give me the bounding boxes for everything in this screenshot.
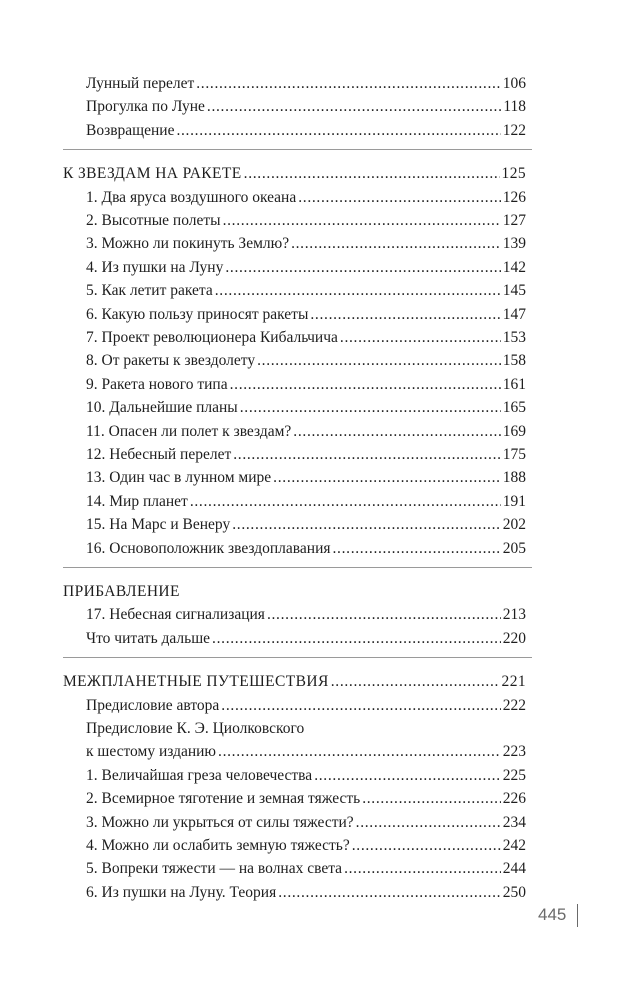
toc-section-heading <box>63 164 526 184</box>
toc-entry-page: 213 <box>502 606 526 624</box>
toc-entry-page: 226 <box>502 790 526 808</box>
dot-leader <box>310 305 500 325</box>
dot-leader <box>176 121 500 141</box>
toc-entry <box>86 258 526 278</box>
dot-leader <box>221 696 500 716</box>
dot-leader <box>215 281 501 301</box>
dot-leader <box>244 164 500 184</box>
toc-entry-page: 175 <box>502 446 526 463</box>
toc-entry-page: 250 <box>502 883 526 901</box>
toc-entry-title: Лунный перелет <box>86 75 195 92</box>
toc-entry-title: Предисловие К. Э. Циолковского <box>86 720 305 737</box>
toc-entry-title: 3. Можно ли укрыться от силы тяжести? <box>86 813 354 831</box>
toc-entry-title: Предисловие автора <box>86 696 220 714</box>
toc-entry <box>86 305 526 325</box>
toc-entry-page: 142 <box>502 258 526 276</box>
toc-entry <box>86 696 526 716</box>
toc-section-heading <box>63 672 526 692</box>
toc-entry-title: 17. Небесная сигнализация <box>86 606 265 624</box>
toc-entry-title: 7. Проект революционера Кибальчича <box>86 329 338 346</box>
toc-entry <box>86 605 526 625</box>
dot-leader <box>212 629 501 649</box>
dot-leader <box>223 211 501 231</box>
toc-entry-title: к шестому изданию <box>86 743 217 761</box>
dot-leader <box>218 742 501 762</box>
section-separator <box>63 149 532 150</box>
toc-entry-title: 11. Опасен ли полет к звездам? <box>86 422 292 440</box>
dot-leader <box>233 445 501 465</box>
dot-leader <box>232 515 501 535</box>
section-separator <box>63 567 532 568</box>
toc-entry-title: 3. Можно ли покинуть Землю? <box>86 235 290 253</box>
toc-entry-page: 122 <box>502 121 526 139</box>
toc-entry-page: 188 <box>502 469 526 487</box>
dot-leader <box>362 789 501 809</box>
toc-entry <box>86 328 526 348</box>
dot-leader <box>331 672 500 692</box>
toc-entry <box>86 422 526 442</box>
toc-entry <box>86 445 526 465</box>
toc-entry <box>86 629 526 649</box>
page-number-rule <box>577 904 578 927</box>
toc-entry-title: 14. Мир планет <box>86 492 188 510</box>
toc-entry-title: 1. Два яруса воздушного океана <box>86 188 297 206</box>
toc-entry-page: 191 <box>502 492 526 510</box>
dot-leader <box>257 351 501 371</box>
toc-entry <box>86 74 526 94</box>
toc-entry-title: 12. Небесный перелет <box>86 446 232 463</box>
toc-entry <box>86 813 526 833</box>
toc-entry-title: Возвращение <box>86 121 175 139</box>
section-separator <box>63 657 532 658</box>
toc-entry-page: 106 <box>502 75 526 92</box>
toc-entry-page: 242 <box>502 837 526 854</box>
dot-leader <box>352 836 501 856</box>
toc-entry <box>86 234 526 254</box>
toc-entry-page: 165 <box>502 399 526 417</box>
toc-entry <box>86 398 526 418</box>
dot-leader <box>273 468 501 488</box>
toc-entry-title: 13. Один час в лунном мире <box>86 469 272 487</box>
toc-entry <box>86 883 526 903</box>
toc-entry-page: 158 <box>502 352 526 370</box>
toc-entry-page: 153 <box>502 329 526 346</box>
toc-entry-title: 2. Высотные полеты <box>86 212 221 229</box>
toc-entry-title: 15. На Марс и Венеру <box>86 516 231 534</box>
toc-entry-title: ПРИБАВЛЕНИЕ <box>63 583 180 600</box>
toc-entry <box>86 97 526 117</box>
toc-entry-page: 205 <box>502 539 526 557</box>
toc-entry-title: 9. Ракета нового типа <box>86 375 228 393</box>
toc-entry-title: 6. Из пушки на Луну. Теория <box>86 883 277 901</box>
toc-entry <box>86 789 526 809</box>
toc-entry-title: 16. Основоположник звездоплавания <box>86 539 331 557</box>
toc-entry-title: 4. Можно ли ослабить земную тяжесть? <box>86 837 350 854</box>
toc-entry-title: 5. Как летит ракета <box>86 282 213 300</box>
toc-entry-page: 222 <box>502 696 526 714</box>
toc-entry-page: 223 <box>502 743 526 761</box>
toc-entry <box>86 539 526 559</box>
toc-entry-page: 220 <box>502 629 526 647</box>
toc-entry-title: К ЗВЕЗДАМ НА РАКЕТЕ <box>63 165 242 183</box>
toc-entry-page: 234 <box>502 813 526 831</box>
toc-entry-page: 125 <box>501 165 526 183</box>
toc-entry-title: 2. Всемирное тяготение и земная тяжесть <box>86 790 361 808</box>
toc-entry <box>86 515 526 535</box>
toc-entry <box>86 859 526 879</box>
dot-leader <box>314 766 501 786</box>
dot-leader <box>344 859 501 879</box>
toc-entry <box>86 468 526 488</box>
toc-entry-page: 244 <box>502 860 526 878</box>
toc-entry-page: 161 <box>502 375 526 393</box>
dot-leader <box>240 398 501 418</box>
toc-entry <box>86 121 526 141</box>
dot-leader <box>225 258 500 278</box>
dot-leader <box>333 539 501 559</box>
toc-entry-title: 8. От ракеты к звездолету <box>86 352 256 370</box>
toc-entry-page: 127 <box>502 212 526 229</box>
dot-leader <box>291 234 501 254</box>
toc-entry <box>86 188 526 208</box>
dot-leader <box>278 883 501 903</box>
toc-entry-title: Что читать дальше <box>86 629 211 647</box>
toc-entry <box>86 766 526 786</box>
toc-entry <box>86 211 526 231</box>
toc-entry-page: 145 <box>502 282 526 300</box>
dot-leader <box>230 375 501 395</box>
dot-leader <box>293 422 500 442</box>
dot-leader <box>207 97 501 117</box>
toc-entry-title: 10. Дальнейшие планы <box>86 399 238 417</box>
toc-entry <box>86 375 526 395</box>
toc-entry-page: 202 <box>502 516 526 534</box>
toc-entry-title: 1. Величайшая греза человечества <box>86 766 313 784</box>
toc-entry-page: 225 <box>502 766 526 784</box>
toc-entry <box>86 281 526 301</box>
toc-entry <box>86 492 526 512</box>
toc-entry-page: 118 <box>503 98 526 116</box>
dot-leader <box>340 328 501 348</box>
toc-entry <box>86 351 526 371</box>
toc-entry-page: 126 <box>502 188 526 206</box>
toc-entry-page: 139 <box>502 235 526 253</box>
dot-leader <box>298 188 501 208</box>
toc-entry-page: 147 <box>502 305 526 323</box>
dot-leader <box>190 492 501 512</box>
toc-entry <box>86 836 526 856</box>
dot-leader <box>356 813 501 833</box>
toc-entry <box>86 719 304 739</box>
toc-entry-title: МЕЖПЛАНЕТНЫЕ ПУТЕШЕСТВИЯ <box>63 673 329 691</box>
toc-entry <box>86 742 526 762</box>
dot-leader <box>267 605 501 625</box>
toc-section-heading <box>63 582 180 602</box>
toc-entry-title: 6. Какую пользу приносят ракеты <box>86 305 309 323</box>
dot-leader <box>196 74 501 94</box>
toc-entry-page: 221 <box>501 673 526 691</box>
toc-entry-title: 5. Вопреки тяжести — на волнах света <box>86 860 343 878</box>
toc-entry-page: 169 <box>502 422 526 440</box>
toc-entry-title: Прогулка по Луне <box>86 98 205 116</box>
toc-entry-title: 4. Из пушки на Луну <box>86 258 224 276</box>
page-number: 445 <box>538 905 567 924</box>
